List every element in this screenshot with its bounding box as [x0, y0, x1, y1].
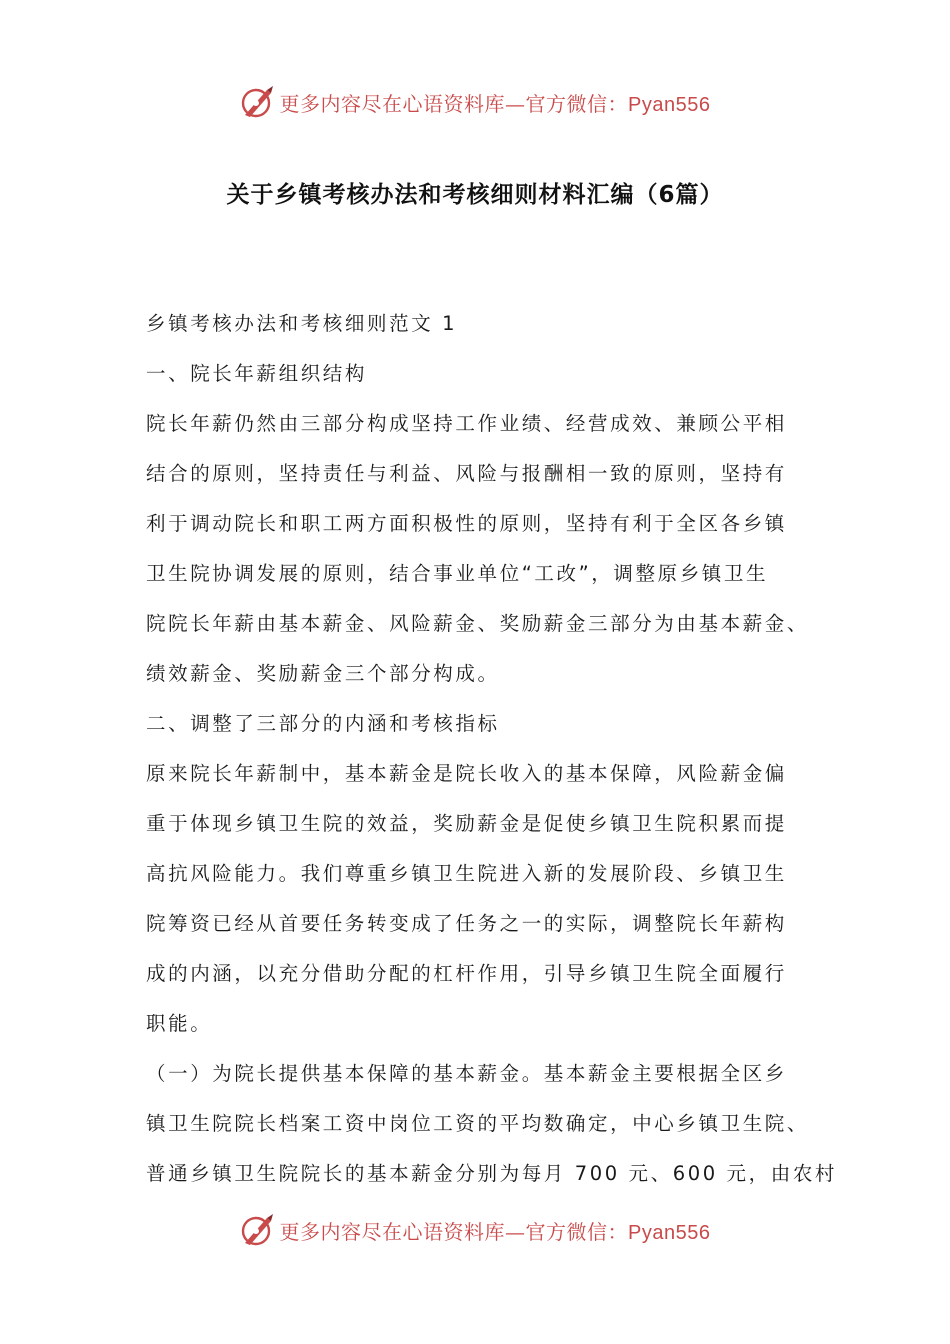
section-heading: 乡镇考核办法和考核细则范文 1: [146, 312, 458, 335]
header-banner-label: 更多内容尽在心语资料库—官方微信：: [279, 91, 629, 116]
paragraph-line: 职能。: [146, 1012, 213, 1035]
header-banner-contact: Pyan556: [628, 93, 711, 116]
header-banner: [0, 82, 950, 122]
paragraph-line: 院筹资已经从首要任务转变成了任务之一的实际，调整院长年薪构: [146, 912, 787, 935]
document-title: 关于乡镇考核办法和考核细则材料汇编（6篇）: [226, 182, 724, 208]
subsection-heading: 一、院长年薪组织结构: [146, 362, 368, 385]
paragraph-line: 高抗风险能力。我们尊重乡镇卫生院进入新的发展阶段、乡镇卫生: [146, 862, 787, 885]
paragraph-line: 绩效薪金、奖励薪金三个部分构成。: [146, 662, 500, 685]
footer-banner-text: [280, 1216, 711, 1245]
paragraph-line: 院院长年薪由基本薪金、风险薪金、奖励薪金三部分为由基本薪金、: [146, 612, 810, 635]
footer-banner-label: 更多内容尽在心语资料库—官方微信：: [279, 1219, 629, 1244]
paragraph-line: 镇卫生院院长档案工资中岗位工资的平均数确定，中心乡镇卫生院、: [146, 1112, 810, 1135]
pen-logo-icon: [240, 1212, 276, 1248]
footer-banner-contact: Pyan556: [628, 1221, 711, 1244]
paragraph-line: 卫生院协调发展的原则，结合事业单位“工改”，调整原乡镇卫生: [146, 562, 769, 585]
paragraph-line: 原来院长年薪制中，基本薪金是院长收入的基本保障，风险薪金偏: [146, 762, 787, 785]
header-banner-text: [280, 88, 711, 117]
subsection-heading: 二、调整了三部分的内涵和考核指标: [146, 712, 500, 735]
pen-logo-icon: [240, 84, 276, 120]
paragraph-line: 利于调动院长和职工两方面积极性的原则，坚持有利于全区各乡镇: [146, 512, 787, 535]
paragraph-line: 重于体现乡镇卫生院的效益，奖励薪金是促使乡镇卫生院积累而提: [146, 812, 787, 835]
document-body: [146, 299, 838, 1199]
paragraph-line: （一）为院长提供基本保障的基本薪金。基本薪金主要根据全区乡: [146, 1062, 787, 1085]
paragraph-line: 结合的原则，坚持责任与利益、风险与报酬相一致的原则，坚持有: [146, 462, 787, 485]
paragraph-line: 院长年薪仍然由三部分构成坚持工作业绩、经营成效、兼顾公平相: [146, 412, 787, 435]
footer-banner: [0, 1210, 950, 1250]
paragraph-line: 普通乡镇卫生院院长的基本薪金分别为每月 700 元、600 元，由农村: [146, 1162, 838, 1185]
paragraph-line: 成的内涵，以充分借助分配的杠杆作用，引导乡镇卫生院全面履行: [146, 962, 787, 985]
